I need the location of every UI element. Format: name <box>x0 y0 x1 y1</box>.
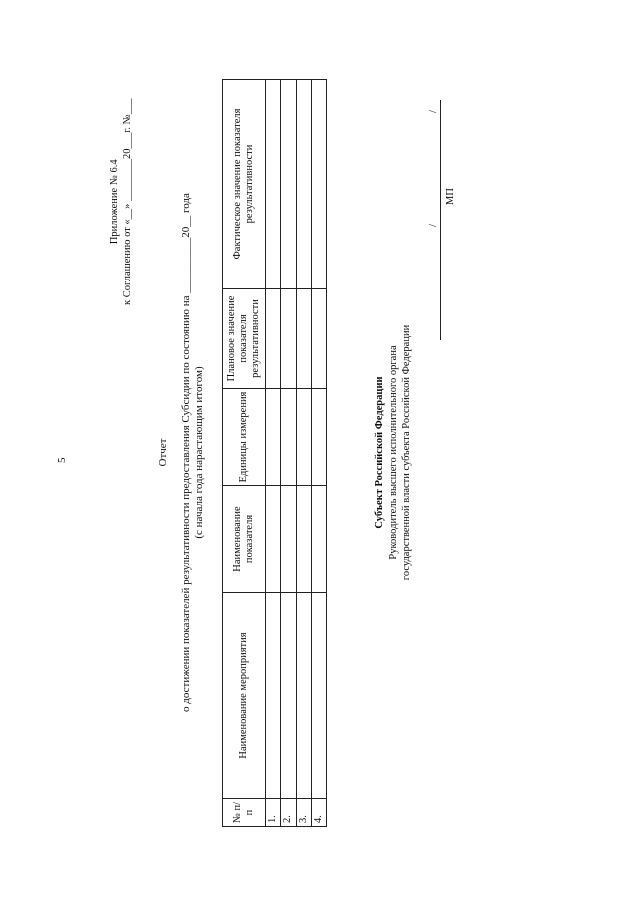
cell-units[interactable] <box>296 389 311 486</box>
stamp-placeholder: МП <box>445 188 456 205</box>
results-table <box>222 79 327 827</box>
report-period-note: (с начала года нарастающим итогом) <box>193 366 205 539</box>
signatory-title-line2: государственной власти субъекта Российской Федерации <box>401 324 412 581</box>
col-header-planned: Плановое значение показателя результативности <box>223 289 266 389</box>
report-title: Отчет <box>157 438 169 467</box>
signatory-title-line1: Руководитель высшего исполнительного органа <box>388 345 399 560</box>
table-row <box>311 80 326 827</box>
cell-actual[interactable] <box>296 80 311 289</box>
cell-indicator[interactable] <box>266 486 281 593</box>
row-number: 1. <box>266 799 281 827</box>
subject-heading: Субъект Российской Федерации <box>374 376 385 529</box>
table-header-row <box>223 80 266 827</box>
col-header-indicator: Наименование показателя <box>223 486 266 593</box>
appendix-number: Приложение № 6.4 <box>109 159 120 245</box>
cell-activity[interactable] <box>296 593 311 799</box>
cell-units[interactable] <box>311 389 326 486</box>
cell-planned[interactable] <box>281 289 296 389</box>
cell-units[interactable] <box>281 389 296 486</box>
cell-actual[interactable] <box>311 80 326 289</box>
cell-actual[interactable] <box>281 80 296 289</box>
cell-units[interactable] <box>266 389 281 486</box>
row-number: 3. <box>296 799 311 827</box>
col-header-activity: Наименование мероприятия <box>223 593 266 799</box>
row-number: 4. <box>311 799 326 827</box>
signature-separator: / <box>427 109 439 113</box>
cell-indicator[interactable] <box>311 486 326 593</box>
report-subtitle: о достижении показателей результативности предоставления Субсидии по состоянию на __________20__ года <box>180 193 192 712</box>
cell-planned[interactable] <box>296 289 311 389</box>
signature-line[interactable] <box>440 100 441 340</box>
cell-actual[interactable] <box>266 80 281 289</box>
cell-activity[interactable] <box>266 593 281 799</box>
appendix-agreement-ref: к Соглашению от «__» ________20___г. №___ <box>122 98 133 305</box>
cell-activity[interactable] <box>281 593 296 799</box>
row-number: 2. <box>281 799 296 827</box>
cell-indicator[interactable] <box>296 486 311 593</box>
table-row <box>296 80 311 827</box>
appendix-header <box>108 99 134 305</box>
col-header-actual: Фактическое значение показателя результативности <box>223 80 266 289</box>
col-header-number: № п/п <box>223 799 266 827</box>
signature-separator: / <box>427 223 439 227</box>
table-row <box>266 80 281 827</box>
table-row <box>281 80 296 827</box>
col-header-units: Единицы измерения <box>223 389 266 486</box>
page-number: 5 <box>56 457 68 463</box>
cell-planned[interactable] <box>311 289 326 389</box>
cell-indicator[interactable] <box>281 486 296 593</box>
cell-activity[interactable] <box>311 593 326 799</box>
cell-planned[interactable] <box>266 289 281 389</box>
